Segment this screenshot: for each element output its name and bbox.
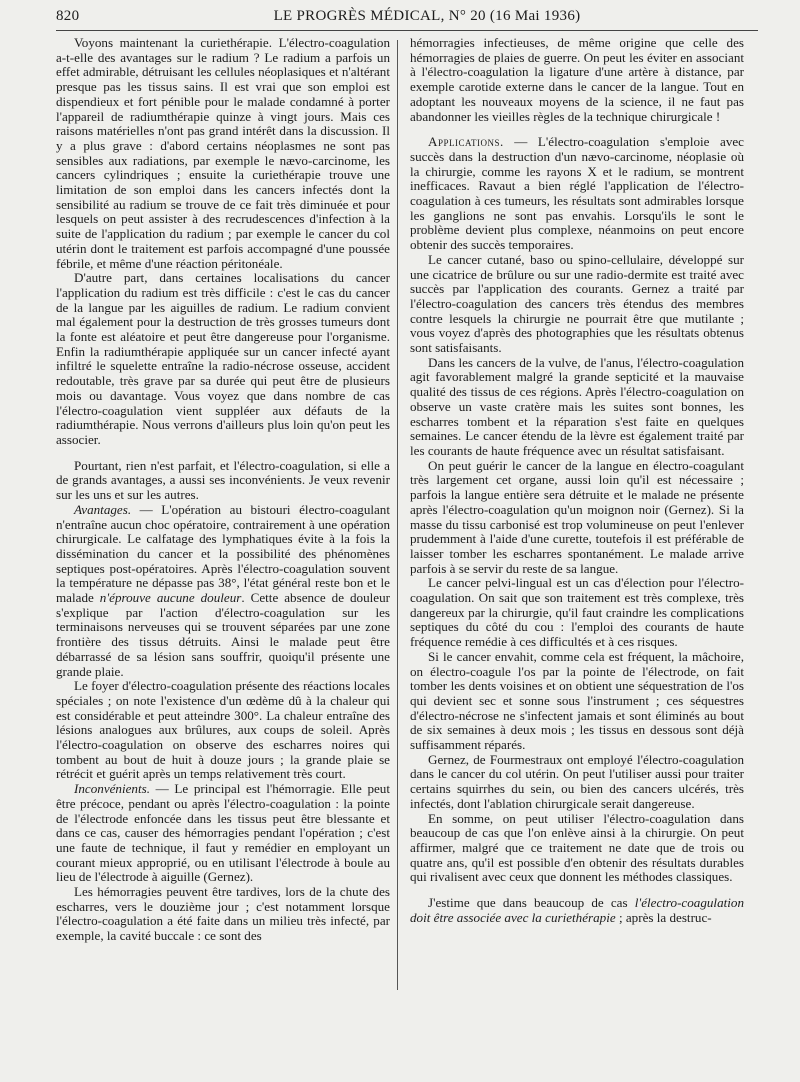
paragraph-col-uterin: Gernez, de Fourmestraux ont employé l'électro-coagulation dans le cancer du col utérin. On peut l'utiliser aussi pour traiter certains squirrhes du sein, ou bien des cancers ulcérés, très infectés, dont l'ablation chirurgicale serait dangereuse. [410,751,744,811]
paragraph-radium-difficulties: D'autre part, dans certaines localisations du cancer l'application du radium est très difficile : c'est le cas du cancer de la langue par les aiguilles de radium. Le radium convient mal également pour la destruction de très grosses tumeurs dont la fonte est aléatoire et peut être dangereuse pour l'organisme. Enfin la radiumthérapie appliquée sur un cancer infecté ayant infiltré le squelette entraîne la radio-nécrose osseuse, accident redoutable, très grave par sa durée qui peut être de plusieurs mois ou davantage. Vous voyez que dans nombre de cas l'électro-coagulation vient suppléer aux défauts de la radiumthérapie. Nous verrons d'ailleurs plus loin qu'on peut les associer. [56,270,390,447]
paragraph-cancer-cutane: Le cancer cutané, baso ou spino-cellulaire, développé sur une cicatrice de brûlure ou sur une radio-dermite est traité avec succès par l'application des courants. Gernez a traité par l'électro-coagulation des cancers très étendus des membres contre lesquels la chirurgie ne pourrait être que mutilante ; vous voyez d'après des photographies que les résultats obtenus sont satisfaisants. [410,251,744,356]
paragraph-association [410,896,744,925]
inconvenients-text: — Le principal est l'hémorragie. Elle peut être précoce, pendant ou après l'électro-coagulation : la pointe de l'électrode enfoncée dans les tissus peut être blessante et dans ce cas, causer des hémorragies pendant l'opération ; c'est une faute de technique, il faut y remédier en employant un courant mieux approprié, ou en utilisant l'électrode à boule au lieu de l'électrode à aiguille (Gernez). [56,781,390,885]
avantages-text-a: — L'opération au bistouri électro-coagulant n'entraîne aucun choc opératoire, contrairement à une opération chirurgicale. Le calfatage des lymphatiques évite à la fois la dissémination du cancer et la possibilité des phénomènes septiques post-opératoires. Après l'électro-coagulation souvent la température ne dépasse pas 38°, l'état général reste bon et le malade [56,501,390,606]
paragraph-vulve: Dans les cancers de la vulve, de l'anus, l'électro-coagulation agit favorablement malgré la grande septicité et la mauvaise qualité des tissus de ces régions. Après l'électro-coagulation on observe un vaste cratère mais les suites sont bonnes, les escharres tombent et la réparation s'est faite en quelques semaines. Le cancer étendu de la lèvre est également traité par les courants de haute fréquence avec un résultat satisfaisant. [410,354,744,458]
label-avantages: Avantages. [74,501,132,517]
association-text-b: ; après la destruc- [615,909,712,925]
association-emphasis: l'électro-coagulation doit être associée avec la curiethérapie [410,895,744,925]
paragraph-hemorragies-cont: hémorragies infectieuses, de même origine que celle des hémorragies de plaies de guerre. On peut les éviter en associant à l'électro-coagulation la ligature d'une artère à distance, par exemple carotide externe dans le cancer de la langue. Tout en adoptant les nouveaux moyens de la science, il ne faut pas abandonner les vieilles règles de la technique chirurgicale ! [410,35,744,124]
page-header [56,8,758,30]
header-rule [56,30,758,31]
label-applications: Applications. [428,134,504,150]
column-divider [397,40,398,990]
page-number: 820 [56,8,80,24]
left-column [56,36,390,944]
paragraph-hemorragies: Les hémorragies peuvent être tardives, lors de la chute des escharres, vers le douzième jour ; c'est notamment lorsque l'électro-coagulation a été faite dans un milieu très infecté, par exemple, la cavité buccale : ce sont des [56,884,390,944]
paragraph-pourtant: Pourtant, rien n'est parfait, et l'électro-coagulation, si elle a de grands avantages, a aussi ses inconvénients. Je veux revenir sur les uns et sur les autres. [56,457,390,503]
applications-text: — L'électro-coagulation s'emploie avec succès dans la destruction d'un nævo-carcinome, néoplasie où la chirurgie, comme les rayons X et le radium, se montrent inefficaces. Ravaut a bien réglé l'application de l'électro-coagulation à ces tumeurs, les résultats sont admirables lorsque les ganglions ne sont pas envahis. Lorsqu'ils le sont le problème devient plus complexe, néanmoins on peut encore obtenir des succès temporaires. [410,134,744,253]
right-column [410,36,744,925]
paragraph-avantages [56,503,390,679]
running-title: LE PROGRÈS MÉDICAL, N° 20 (16 Mai 1936) [273,8,581,24]
association-text-a: J'estime que dans beaucoup de cas [428,895,635,911]
paragraph-foyer: Le foyer d'électro-coagulation présente des réactions locales spéciales ; on note l'existence d'un œdème dû à la chaleur qui est considérable et peut atteindre 300°. La chaleur entraîne des lésions analogues aux brûlures, aux coups de soleil. Après l'électro-coagulation on observe des escharres noires qui tombent au bout de huit à douze jours ; la grande plaie se rétrécit et guérit après un temps relativement très court. [56,678,390,782]
avantages-emphasis: n'éprouve aucune douleur [99,590,242,606]
paragraph-inconvenients [56,782,390,885]
avantages-text-b: . Cette absence de douleur s'explique par l'action d'électro-coagulation sur les terminaisons nerveuses qui se trouvent séparées par une zone frontière des tissus détruits. Ainsi le malade peut être débarrassé de sa lésion sans souffrir, quoiqu'il présente une grande plaie. [56,590,391,679]
paragraph-curietherapie: Voyons maintenant la curiethérapie. L'électro-coagulation a-t-elle des avantages sur le radium ? Le radium a parfois un effet admirable, détruisant les cellules néoplasiques et n'altérant presque pas les tissus sains. Il est vrai que son emploi est dispendieux et fort pénible pour le malade condamné à porter l'appareil de radiumthérapie quinze à vingt jours. Mais ces raisons matérielles n'ont pas grand intérêt dans la discussion. Il y a plus grave : d'abord certains néoplasmes ne sont pas sensibles aux radiations, par exemple le nævo-carcinome, les cancers cylindriques ; ensuite la curiethérapie trouve une limitation de son emploi dans les cancers infectés dont la sensibilité au radium se trouve de ce fait très diminuée et pour lesquels on peut assister à des recrudescences d'infection à la suite de l'application du radium ; par exemple le cancer du col utérin dont le traitement est parfois accompagné d'une poussée fébrile, et même d'une réaction péritonéale. [56,35,390,271]
paragraph-langue: On peut guérir le cancer de la langue en électro-coagulant très largement cet organe, aussi loin qu'il est nécessaire ; parfois la langue entière sera détruite et le malade ne présente après l'électro-coagulation qu'un moignon noir (Gernez). Si la masse du tissu carbonisé est trop volumineuse on peut l'enlever prudemment à l'aide d'une curette, toutefois il est préférable de laisser tomber les escharres spontanément. Le malade arrive parfois à se servir du reste de sa langue. [410,457,744,576]
paragraph-applications [410,135,744,253]
paragraph-machoire: Si le cancer envahit, comme cela est fréquent, la mâchoire, on électro-coagule l'os par la pointe de l'électrode, on fait tomber les dents voisines et on obtient une séquestration de l'os qui devient sec et sonne sous l'instrument ; ces séquestres d'électro-nécrose ne s'infectent jamais et sont éliminés au bout de six semaines à deux mois ; les tissus en dessous sont déjà suffisamment réparés. [410,648,744,753]
paragraph-en-somme: En somme, on peut utiliser l'électro-coagulation dans beaucoup de cas que l'on enlève ainsi à la chirurgie. On peut affirmer, malgré que ce traitement ne date que de trois ou quatre ans, qu'il est possible d'en obtenir des résultats durables qui rivalisent avec ceux que donnent les méthodes classiques. [410,810,744,885]
paragraph-pelvi-lingual: Le cancer pelvi-lingual est un cas d'élection pour l'électro-coagulation. On sait que son traitement est très complexe, très dangereux par la chirurgie, qu'il faut craindre les complications septiques du côté du cou : l'emploi des courants de haute fréquence remédie à ces difficultés et à ces risques. [410,575,744,650]
label-inconvenients: Inconvénients. [74,781,150,797]
